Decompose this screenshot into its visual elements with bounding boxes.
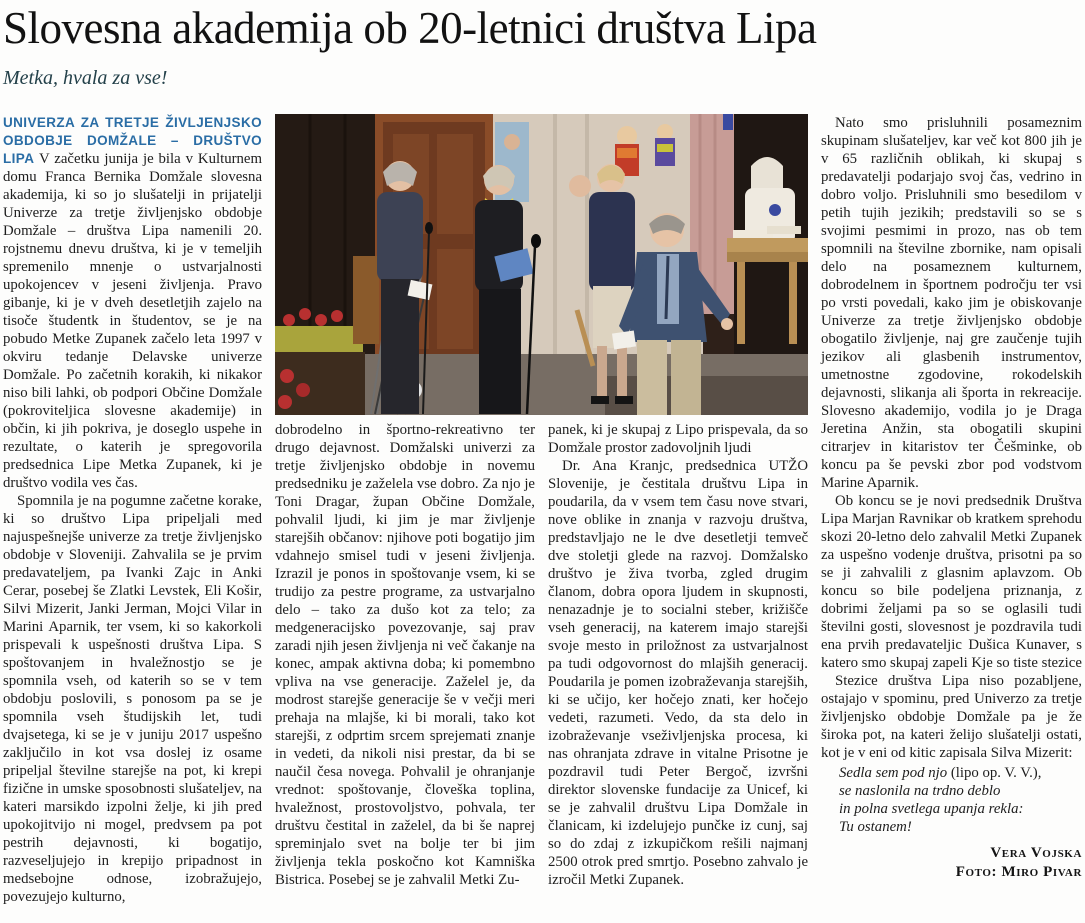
poem	[839, 764, 1082, 836]
poem-line: Tu ostanem!	[839, 818, 912, 835]
paragraph: Stezice društva Lipa niso pozabljene, ostajajo v spominu, pred Univerzo za tretje življenjsko obdobje Domžale pa je že široka pot, na kateri želijo slušatelji ostati, kot je v eni od kitic zapisala Silva Mizerit:	[821, 672, 1082, 761]
article-subheadline: Metka, hvala za vse!	[3, 66, 168, 89]
poem-line-roman: (lipo op. V. V.),	[950, 764, 1042, 781]
paragraph: Nato smo prisluhnili posameznim skupinam slušateljev, kar več kot 800 jih je v 65 različnih oblikah, ki skupaj s predavatelji podarjajo svoj čas, vedrino in dobro voljo. Prisluhnili smo besedilom v petih tujih jezikih; predstavili so se s svojimi pesmimi in prozo, nas ob tem spomnili na številne zbornike, nam opisali delo na posameznem kulturnem, dobrodelnem in športnem področju ter vsi po vrsti povedali, kako jim je obiskovanje Univerze za tretje življenjsko obdobje obogatilo življenje, naj gre zaučenje tujih jezikov ali glasbenih instrumentov, umetnostne zgodovine, rokodelskih dejavnosti, slikanja ali športa in rekreacije. Slovesno akademijo, vodila jo je Draga Jeretina Anžin, sta obogatili skupini citrarjev in kitaristov ter Češminke, ob koncu pa še pevski zbor pod vodstvom Marine Aparnik.	[821, 114, 1082, 491]
column-4	[821, 114, 1082, 882]
poem-line: se naslonila na trdno deblo	[839, 782, 1001, 799]
paragraph-text: V začetku junija je bila v Kulturnem domu Franca Bernika Domžale slovesna akademija, ki so jo slušatelji in prijatelji Univerze za tretje življenjsko obdobje Domžale – društva Lipa namenili 20. rojstnemu dnevu društva, ki je v temeljih spremenilo mnenje o ustvarjalnosti upokojencev v jeseni življenja. Pravo gibanje, ki je v dveh desetletjih zajelo na tisoče študentk in študentov, se je na pobudo Metke Zupanek začelo leta 1997 v okviru tedanje Delavske univerze Domžale. Po začetnih korakih, ki nikakor niso bili lahki, ob podpori Občine Domžale (pokroviteljica slovesne akademije) in občin, ki jih pokriva, je doseglo uspehe in rezultate, o katerih je spregovorila predsednica Lipe Metka Zupanek, ki je društvo vodila ves čas.	[3, 150, 263, 491]
lead-in-label: UNIVERZA ZA TRETJE ŽIVLJENJSKO OBDOBJE DOMŽALE – DRUŠTVO LIPA	[3, 114, 263, 166]
column-1	[3, 114, 262, 906]
photo-illustration	[275, 114, 808, 415]
byline-author: Vera Vojska	[990, 844, 1082, 861]
article-photo	[275, 114, 808, 415]
paragraph: Spomnila je na pogumne začetne korake, ki so društvo Lipa pripeljali med najuspešnejše univerze za tretje življenjsko obdobje v Sloveniji. Zahvalila se je prvim predavateljem, pa Ivanki Zajc in Anki Cerar, posebej še Zlatki Levstek, Eli Košir, Silvi Mizerit, Janki Jerman, Mojci Vilar in Marini Aparnik, ter vsem, ki so kakorkoli prispevali k uspešnosti društva Lipa. S spoštovanjem in hvaležnostjo se je spomnila vseh, od katerih so se v tem obdobju poslovili, s ponosom pa se je spomnila vseh študijskih let, tudi dvajsetega, ki se je v juniju 2017 uspešno zaključilo in kot vsa doslej iz osame pripeljal številne starejše na pot, ki krepi fizične in umske sposobnosti slušateljev, na kateri marsikdo izpolni želje, ki jih pred upokojitvijo ni mogel, predvsem pa pot pestrih dejavnosti, ki bogatijo, razveseljujejo in krepijo pripadnost in medsebojne odnose, izobražujejo, povezujejo kulturno,	[3, 492, 263, 905]
paragraph: panek, ki je skupaj z Lipo prispevala, da so Domžale prostor zadovoljnih ljudi	[548, 421, 809, 456]
article-body	[3, 114, 1082, 906]
paragraph-lead	[3, 114, 262, 492]
paragraph: Dr. Ana Kranjc, predsednica UTŽO Slovenije, je čestitala društvu Lipa in poudarila, da v vsem tem času nove stvari, nove oblike in znanja v razvoju društva, predstavljajo ne le dve desetletji temveč dve stoletji glede na razvoj. Domžalsko društvo je živa tvorba, zgled drugim članom, dobra opora ljudem in skupnosti, nenazadnje je to socialni steber, križišče vseh generacij, na katerem imajo starejši svoje mesto in priložnost za ustvarjalnost pa tudi odgovornost do mlajših generacij. Poudarila je pomen izobraževanja starejših, ki se učijo, ker hočejo znati, ker hočejo vedeti, razumeti. Vedo, da sta delo in izobraževanje vseživljenjska procesa, ki nas ohranjata zdrave in vitalne Prisotne je pozdravil tudi Peter Bergoč, izvršni direktor slovenske fundacije za Unicef, ki se je zahvalil društvu Lipa Domžale in članicam, ki izdelujejo punčke iz cunj, saj so do zdaj z izkupičkom rešili najmanj 2500 otrok pred smrtjo. Posebno zahvalo je izročil Metki Zupanek.	[548, 457, 809, 888]
poem-line: in polna svetlega upanja rekla:	[839, 800, 1024, 817]
paragraph: dobrodelno in športno-rekreativno ter drugo dejavnost. Domžalski univerzi za tretje življenjsko obdobje in novemu predsedniku je zaželela vse dobro. Za njo je Toni Dragar, župan Občine Domžale, pohvalil ljudi, ki jim je mar življenje starejših občanov: njihove poti bogatijo jim vdahnejo smisel tudi v jeseni življenja. Izrazil je ponos in spoštovanje vsem, ki se trudijo za pestre programe, za ustvarjalno delo – tako za dušo kot za telo; za medgeneracijsko povezovanje, saj prav zaradi njih jesen življenja ni več čakanje na konec, ampak aktivna doba; ki pomembno vpliva na vse generacije. Zaželel je, da modrost starejše generacije še v večji meri prehaja na mlajše, ki bi morali, tako kot starejši, z odprtim srcem sprejemati znanje in vedeti, da nikoli nisi prestar, da bi se naučil česa novega. Pohvalil je ohranjanje vrednot: spoštovanje, človeška toplina, hvaležnost, prostovoljstvo, pohvala, ter društvu čestital in zaželel, da bi še naprej spreminjalo svet na bolje ter bi jim življenja tekla poskočno kot Kamniška Bistrica. Posebej se je zahvalil Metki Zu-	[275, 421, 536, 888]
column-middle	[275, 114, 808, 889]
poem-line	[839, 764, 1082, 782]
column-3	[548, 421, 808, 889]
article-headline: Slovesna akademija ob 20-letnici društva Lipa	[3, 3, 817, 53]
poem-line-italic: Sedla sem pod njo	[839, 764, 948, 781]
photo-credit: Foto: Miro Pivar	[955, 863, 1082, 880]
paragraph: Ob koncu se je novi predsednik Društva Lipa Marjan Ravnikar ob kratkem sprehodu skozi 20-letno delo zahvalil Metki Zupanek za uspešno vodenje društva, prisotni pa so se ji zahvalili z glasnim aplavzom. Ob koncu so bile podeljena priznanja, z dobrimi željami pa so se oglasili tudi številni gosti, slovesnost je pozdravila tudi ena prvih predavateljic Dušica Kunaver, s katero smo skupaj zapeli Kje so tiste stezice	[821, 492, 1082, 671]
byline	[821, 844, 1082, 882]
column-2	[275, 421, 535, 889]
